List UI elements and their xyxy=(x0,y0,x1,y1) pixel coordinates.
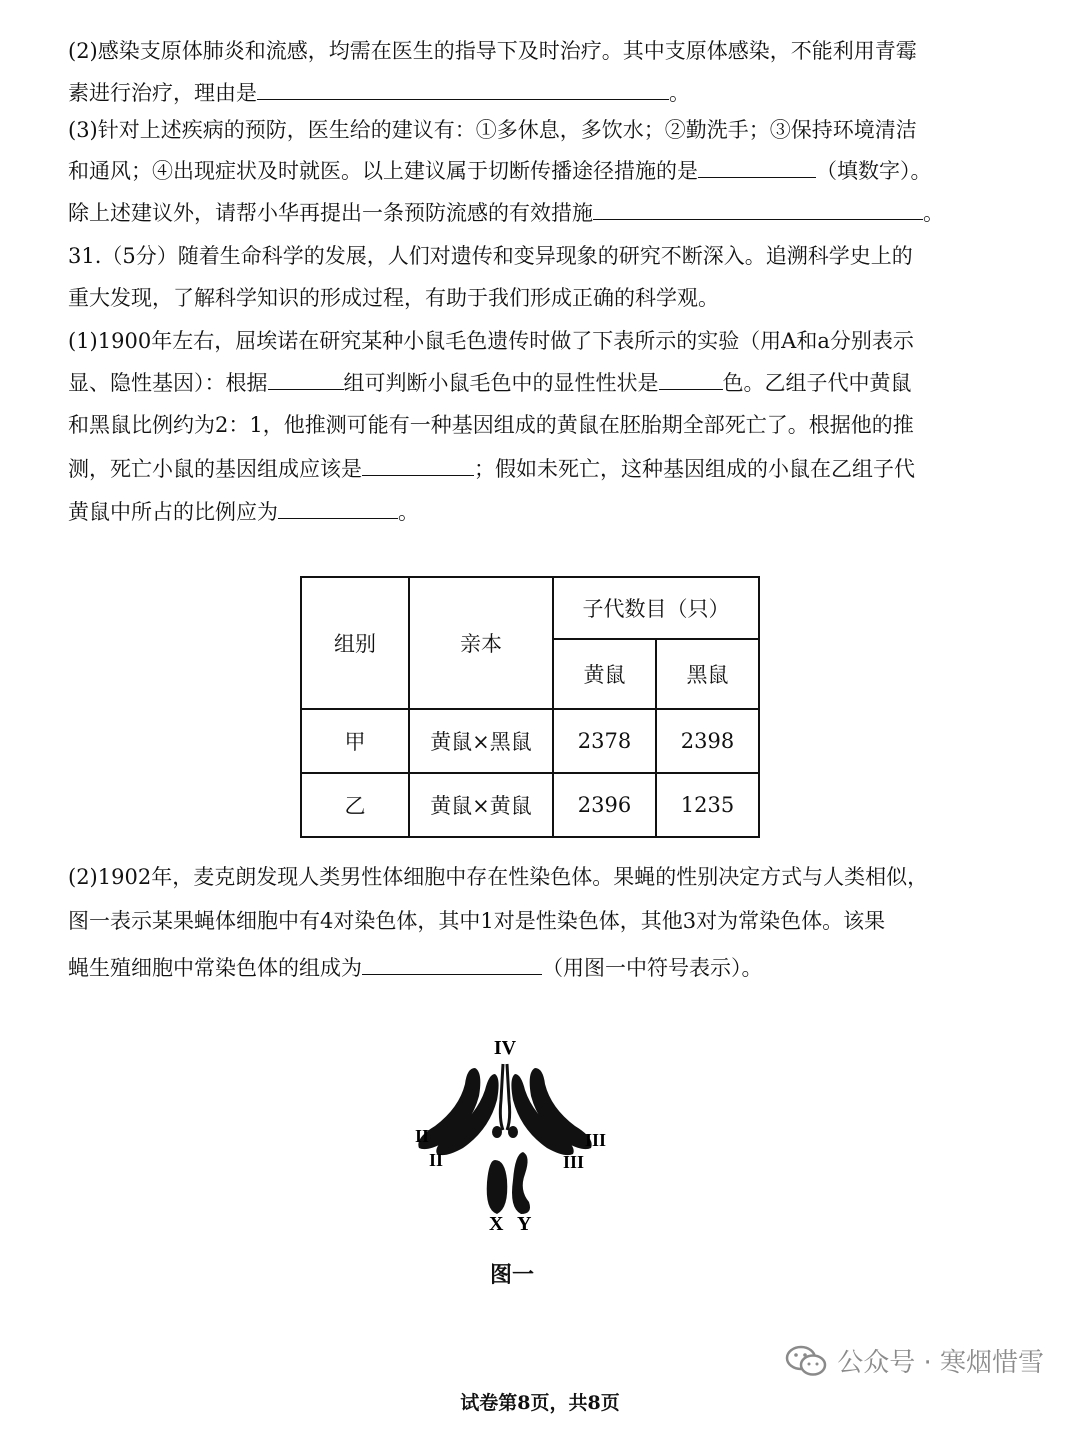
cell-group: 乙 xyxy=(301,773,409,837)
answer-blank[interactable] xyxy=(362,455,474,476)
q30-part2-line2 xyxy=(68,78,1010,108)
answer-blank[interactable] xyxy=(698,157,816,178)
cell-black: 1235 xyxy=(656,773,759,837)
answer-blank[interactable] xyxy=(593,199,923,220)
label-x: X xyxy=(489,1213,504,1230)
header-yellow: 黄鼠 xyxy=(553,639,656,709)
header-offspring: 子代数目（只） xyxy=(553,577,759,639)
q31-part1-line5 xyxy=(68,497,1010,527)
q31-part2-line3-prefix: 蝇生殖细胞中常染色体的组成为 xyxy=(68,956,362,980)
q31-part2-line2: 图一表示某果蝇体细胞中有4对染色体，其中1对是性染色体，其他3对为常染色体。该果 xyxy=(68,909,886,933)
answer-blank[interactable] xyxy=(278,498,398,519)
mouse-color-table xyxy=(300,576,760,838)
cell-yellow: 2396 xyxy=(553,773,656,837)
q30-part3-line3-suffix: 。 xyxy=(923,201,944,225)
centromere-dot xyxy=(492,1126,502,1138)
answer-blank[interactable] xyxy=(257,79,669,100)
chromosome-y xyxy=(512,1152,530,1214)
chromosome-figure xyxy=(405,1030,625,1230)
q30-part2-prefix: 素进行治疗，理由是 xyxy=(68,81,257,105)
q31-part1-line3: 和黑鼠比例约为2：1，他推测可能有一种基因组成的黄鼠在胚胎期全部死亡了。根据他的推 xyxy=(68,413,914,437)
label-iv: IV xyxy=(493,1037,517,1059)
q30-part3-line2-prefix: 和通风；④出现症状及时就医。以上建议属于切断传播途径措施的是 xyxy=(68,159,698,183)
chromosome-x xyxy=(487,1160,508,1214)
q31-part1-line2-c: 色。乙组子代中黄鼠 xyxy=(722,371,912,395)
answer-blank[interactable] xyxy=(659,369,723,390)
label-iii-top: III xyxy=(585,1130,607,1150)
cell-parent: 黄鼠×黄鼠 xyxy=(409,773,553,837)
q31-intro-line1: 31.（5分）随着生命科学的发展，人们对遗传和变异现象的研究不断深入。追溯科学史上的 xyxy=(68,244,913,268)
q31-part2-line3-suffix: （用图一中符号表示）。 xyxy=(542,956,763,980)
answer-blank[interactable] xyxy=(362,954,542,975)
q31-intro-line2: 重大发现，了解科学知识的形成过程，有助于我们形成正确的科学观。 xyxy=(68,286,719,310)
cell-parent: 黄鼠×黑鼠 xyxy=(409,709,553,773)
label-ii-top: II xyxy=(415,1126,430,1146)
watermark xyxy=(785,1342,1044,1379)
answer-blank[interactable] xyxy=(268,369,344,390)
table-row xyxy=(301,709,759,773)
cell-yellow: 2378 xyxy=(553,709,656,773)
chromosome-iv-right xyxy=(507,1064,510,1130)
q31-part1-line2 xyxy=(68,368,1010,398)
wechat-icon xyxy=(785,1344,827,1378)
q31-part1-line4 xyxy=(68,454,1010,484)
label-iii-bottom: III xyxy=(563,1152,585,1172)
q31-part1-line5-b: 。 xyxy=(398,500,419,524)
header-group: 组别 xyxy=(301,577,409,709)
centromere-dot xyxy=(508,1126,518,1138)
cell-group: 甲 xyxy=(301,709,409,773)
q31-part1-line1: (1)1900年左右，屈埃诺在研究某种小鼠毛色遗传时做了下表所示的实验（用A和a分别表示 xyxy=(68,329,914,353)
q31-part1-line2-b: 组可判断小鼠毛色中的显性性状是 xyxy=(343,371,659,395)
q30-part3-line3 xyxy=(68,198,1010,228)
label-y: Y xyxy=(517,1213,532,1230)
table-row xyxy=(301,773,759,837)
q30-part2-line1: (2)感染支原体肺炎和流感，均需在医生的指导下及时治疗。其中支原体感染，不能利用青霉 xyxy=(68,39,917,63)
q30-part3-line2 xyxy=(68,156,1010,186)
q30-part3-line2-suffix: （填数字）。 xyxy=(816,159,932,183)
q30-part2-suffix: 。 xyxy=(669,81,690,105)
chromosome-iv-left xyxy=(500,1064,503,1130)
header-parent: 亲本 xyxy=(409,577,553,709)
q31-part1-line4-a: 测，死亡小鼠的基因组成应该是 xyxy=(68,457,362,481)
page-footer: 试卷第8页，共8页 xyxy=(460,1392,620,1414)
label-ii-bottom: II xyxy=(429,1150,444,1170)
q31-part1-line2-a: 显、隐性基因）：根据 xyxy=(68,371,268,395)
q30-part3-line3-prefix: 除上述建议外，请帮小华再提出一条预防流感的有效措施 xyxy=(68,201,593,225)
cell-black: 2398 xyxy=(656,709,759,773)
q31-part1-line5-a: 黄鼠中所占的比例应为 xyxy=(68,500,278,524)
figure-caption: 图一 xyxy=(490,1262,535,1288)
q31-part2-line1: (2)1902年，麦克朗发现人类男性体细胞中存在性染色体。果蝇的性别决定方式与人类相似， xyxy=(68,865,929,889)
watermark-text: 公众号 · 寒烟惜雪 xyxy=(837,1348,1044,1378)
q31-part2-line3 xyxy=(68,953,1010,983)
header-black: 黑鼠 xyxy=(656,639,759,709)
q31-part1-line4-b: ；假如未死亡，这种基因组成的小鼠在乙组子代 xyxy=(474,457,915,481)
q30-part3-line1: (3)针对上述疾病的预防，医生给的建议有：①多休息，多饮水；②勤洗手；③保持环境清洁 xyxy=(68,118,917,142)
